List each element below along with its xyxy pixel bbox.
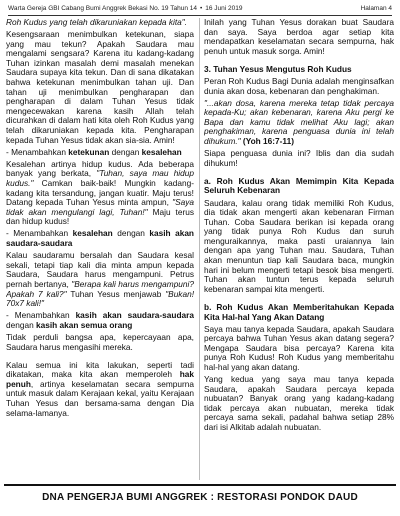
page-number: Halaman 4 [360, 5, 392, 12]
list-item: - Menambahkan ketekunan dengan kesalehan [6, 146, 182, 157]
column-divider [199, 18, 200, 480]
issue-date: 16 Juni 2019 [205, 5, 243, 12]
paragraph: Inilah yang Tuhan Yesus dorakan buat Saudara dan saya. Saya berdoa agar setiap kita mendapatkan keselamatan secara sempurna, hak penuh untuk masuk sorga. Amin! [204, 18, 394, 56]
paragraph: Tidak perduli bangsa apa, kepercayaan apa, Saudara harus mengasihi mereka. [6, 331, 194, 352]
paragraph: Roh Kudus yang telah dikaruniakan kepada kita". [6, 18, 187, 27]
subsection-heading: a. Roh Kudus Akan Memimpin Kita Kepada Seluruh Kebenaran [204, 175, 394, 196]
paragraph: Saudara, kalau orang tidak memiliki Roh Kudus, dia tidak akan mengerti akan kebenaran Firman Tuhan. Coba Saudara berikan isi kepada orang yang tidak punya Roh Kudus dan suruh menguraikannya, maka pasti uraiannya lain dengan apa yang Tuhan mau. Saudara, Tuhan akan menuntun tiap kali Saudara baca, mungkin hari ini belum mengerti tetapi besok bisa mengerti. Tuhan akan tuntun terus kepada seluruh kebenaran sampai kita mengerti. [204, 197, 394, 294]
paragraph: Yang kedua yang saya mau tanya kepada Saudara, apakah Saudara percaya kepada nubuatan? Banyak orang yang kadang-kadang tidak percaya akan nubuatan, mereka tidak percaya sama sekali, padahal bahwa setiap 28% dari isi Alkitab adalah nubuatan. [204, 374, 394, 433]
paragraph: Saya mau tanya kepada Saudara, apakah Saudara percaya bahwa Tuhan Yesus akan datang segera? Mengapa Saudara bisa percaya? Karena kita punya Roh Kudus! Roh Kudus yang memberitahu hal-hal yang akan datang. [204, 323, 394, 372]
paragraph: Kalau semua ini kita lakukan, seperti tadi dikatakan, maka kita akan memperoleh hak penuh, artinya keselamatan secara sempurna untuk masuk dalam Kerajaan kekal, yaitu Kerajaan Tuhan Yesus dan bersama-sama dengan Dia selama-lamanya. [6, 359, 194, 418]
list-item: - Menambahkan kesalehan dengan kasih akan saudara-saudara [6, 228, 194, 249]
header-bullet: • [199, 5, 203, 12]
page-header [8, 3, 392, 16]
left-column [6, 18, 194, 480]
footer-rule [4, 484, 396, 486]
list-item: - Menambahkan kasih akan saudara-saudara dengan kasih akan semua orang [6, 310, 194, 330]
page-footer: DNA PENGERJA BUMI ANGGREK : RESTORASI PONDOK DAUD [42, 492, 358, 503]
paragraph: Kalau saudaramu bersalah dan Saudara kesal sekali, tetapi tiap kali dia minta ampun kepada Saudara, Saudara harus mengampuni. Petrus pernah bertanya, "Berapa kali harus mengampuni? Apakah 7 kali?" Tuhan Yesus menjawab "Bukan! 70x7 kali!" [6, 250, 194, 309]
right-column [204, 18, 394, 480]
paragraph: Kesengsaraan menimbulkan ketekunan, siapa yang mau tekun? Apakah Saudara mau mengalami sengsara? Karena itu kadang-kadang Tuhan izinkan masalah demi masalah menekan Saudara supaya kita tekun. Dan di sana dikatakan bahwa ketekunan menimbulkan tahan uji. Dan tahan uji menimbulkan pengharapan dan pengharapan di dalam Tuhan Yesus tidak mengecewakan karena kasih Allah telah dicurahkan di dalam hati kita oleh Roh Kudus yang telah dikaruniakan kepada kita. Pengharapan kepada Tuhan Yesus tidak akan sia-sia. Amin! [6, 29, 194, 145]
subsection-heading: b. Roh Kudus Akan Memberitahukan Kepada Kita Hal-hal Yang Akan Datang [204, 301, 394, 322]
section-heading: 3. Tuhan Yesus Mengutus Roh Kudus [204, 63, 352, 74]
paragraph: Siapa penguasa dunia ini? Iblis dan dia sudah dihukum! [204, 148, 394, 168]
paragraph: Kesalehan artinya hidup kudus. Ada beberapa banyak yang berkata, "Tuhan, saya mau hidup kudus." Camkan baik-baik! Mungkin kadang-kadang kita tersandung, jangan kuatir. Maju terus! Datang kepada Tuhan Yesus minta ampun, "Saya tidak akan mengulangi lagi, Tuhan!" Maju terus dan hidup kudus! [6, 158, 194, 227]
header-publication [8, 3, 242, 15]
scripture-quote: "...akan dosa, karena mereka tetap tidak percaya kepada-Ku; akan kebenaran, karena Aku pergi ke Bapa dan kamu tidak melihat Aku lagi; akan penghakiman, karena penguasa dunia ini telah dihukum." (Yoh 16:7-11) [204, 97, 394, 147]
paragraph: Peran Roh Kudus Bagi Dunia adalah menginsafkan dunia akan dosa, kebenaran dan penghakiman. [204, 75, 394, 96]
publication-name: Warta Gereja GBI Cabang Bumi Anggrek Bekasi No. 19 Tahun 14 [8, 5, 197, 12]
